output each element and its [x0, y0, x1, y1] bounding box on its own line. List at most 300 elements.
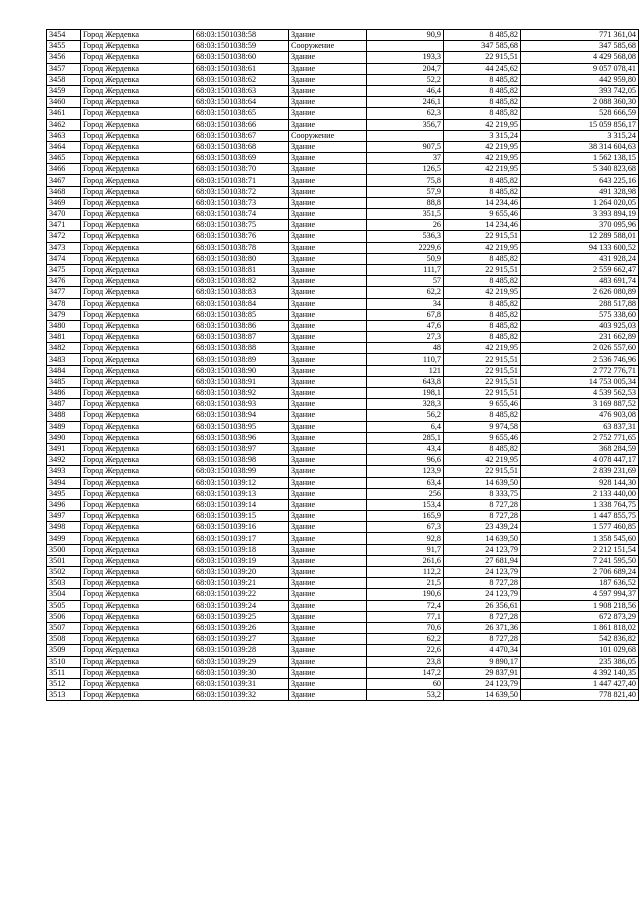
locality-cell: Город Жердевка — [81, 30, 194, 41]
row-number-cell: 3473 — [47, 242, 81, 253]
row-number-cell: 3490 — [47, 432, 81, 443]
object-type-cell: Здание — [289, 432, 367, 443]
locality-cell: Город Жердевка — [81, 634, 194, 645]
unit-value-cell: 8 727,28 — [444, 511, 521, 522]
area-cell: 198,1 — [367, 388, 444, 399]
locality-cell: Город Жердевка — [81, 488, 194, 499]
row-number-cell: 3507 — [47, 622, 81, 633]
cadastral-value-cell: 483 691,74 — [521, 276, 639, 287]
cadastral-number-cell: 68:03:1501038:90 — [194, 365, 289, 376]
row-number-cell: 3478 — [47, 298, 81, 309]
object-type-cell: Сооружение — [289, 41, 367, 52]
cadastral-value-cell: 288 517,88 — [521, 298, 639, 309]
row-number-cell: 3463 — [47, 130, 81, 141]
row-number-cell: 3495 — [47, 488, 81, 499]
row-number-cell: 3499 — [47, 533, 81, 544]
locality-cell: Город Жердевка — [81, 74, 194, 85]
table-row — [47, 30, 639, 41]
unit-value-cell: 8 485,82 — [444, 85, 521, 96]
area-cell: 351,5 — [367, 209, 444, 220]
cadastral-number-cell: 68:03:1501038:58 — [194, 30, 289, 41]
cadastral-number-cell: 68:03:1501039:22 — [194, 589, 289, 600]
unit-value-cell: 42 219,95 — [444, 287, 521, 298]
area-cell: 246,1 — [367, 97, 444, 108]
table-row — [47, 567, 639, 578]
unit-value-cell: 26 371,36 — [444, 622, 521, 633]
cadastral-value-cell: 347 585,68 — [521, 41, 639, 52]
row-number-cell: 3497 — [47, 511, 81, 522]
unit-value-cell: 24 123,79 — [444, 544, 521, 555]
cadastral-value-cell: 491 328,98 — [521, 186, 639, 197]
cadastral-value-cell: 3 393 894,19 — [521, 209, 639, 220]
unit-value-cell: 8 333,75 — [444, 488, 521, 499]
area-cell: 165,9 — [367, 511, 444, 522]
cadastral-number-cell: 68:03:1501038:96 — [194, 432, 289, 443]
area-cell: 62,3 — [367, 108, 444, 119]
row-number-cell: 3454 — [47, 30, 81, 41]
cadastral-value-cell: 403 925,03 — [521, 320, 639, 331]
object-type-cell: Здание — [289, 443, 367, 454]
object-type-cell: Здание — [289, 567, 367, 578]
cadastral-value-cell: 3 169 887,52 — [521, 399, 639, 410]
cadastral-value-cell: 2 212 151,54 — [521, 544, 639, 555]
cadastral-number-cell: 68:03:1501039:13 — [194, 488, 289, 499]
locality-cell: Город Жердевка — [81, 365, 194, 376]
row-number-cell: 3485 — [47, 376, 81, 387]
area-cell: 6,4 — [367, 421, 444, 432]
cadastral-number-cell: 68:03:1501038:81 — [194, 264, 289, 275]
cadastral-value-cell: 1 338 764,75 — [521, 499, 639, 510]
row-number-cell: 3502 — [47, 567, 81, 578]
area-cell — [367, 41, 444, 52]
area-cell: 60 — [367, 678, 444, 689]
row-number-cell: 3493 — [47, 466, 81, 477]
area-cell: 26 — [367, 220, 444, 231]
unit-value-cell: 22 915,51 — [444, 264, 521, 275]
unit-value-cell: 8 485,82 — [444, 443, 521, 454]
locality-cell: Город Жердевка — [81, 690, 194, 701]
cadastral-number-cell: 68:03:1501038:83 — [194, 287, 289, 298]
cadastral-number-cell: 68:03:1501039:17 — [194, 533, 289, 544]
locality-cell: Город Жердевка — [81, 376, 194, 387]
object-type-cell: Здание — [289, 276, 367, 287]
area-cell: 22,6 — [367, 645, 444, 656]
object-type-cell: Здание — [289, 141, 367, 152]
locality-cell: Город Жердевка — [81, 421, 194, 432]
row-number-cell: 3503 — [47, 578, 81, 589]
area-cell: 43,4 — [367, 443, 444, 454]
row-number-cell: 3496 — [47, 499, 81, 510]
unit-value-cell: 8 485,82 — [444, 253, 521, 264]
cadastral-number-cell: 68:03:1501039:28 — [194, 645, 289, 656]
table-row — [47, 499, 639, 510]
table-row — [47, 589, 639, 600]
cadastral-value-cell: 476 903,08 — [521, 410, 639, 421]
unit-value-cell: 9 655,46 — [444, 399, 521, 410]
cadastral-value-cell: 38 314 604,63 — [521, 141, 639, 152]
table-row — [47, 511, 639, 522]
row-number-cell: 3479 — [47, 309, 81, 320]
area-cell: 96,6 — [367, 455, 444, 466]
table-row — [47, 153, 639, 164]
locality-cell: Город Жердевка — [81, 466, 194, 477]
cadastral-number-cell: 68:03:1501039:26 — [194, 622, 289, 633]
locality-cell: Город Жердевка — [81, 298, 194, 309]
object-type-cell: Здание — [289, 388, 367, 399]
locality-cell: Город Жердевка — [81, 410, 194, 421]
locality-cell: Город Жердевка — [81, 455, 194, 466]
table-row — [47, 622, 639, 633]
table-row — [47, 455, 639, 466]
cadastral-number-cell: 68:03:1501038:69 — [194, 153, 289, 164]
cadastral-number-cell: 68:03:1501038:84 — [194, 298, 289, 309]
object-type-cell: Здание — [289, 645, 367, 656]
unit-value-cell: 42 219,95 — [444, 153, 521, 164]
object-type-cell: Здание — [289, 30, 367, 41]
unit-value-cell: 42 219,95 — [444, 119, 521, 130]
object-type-cell: Здание — [289, 354, 367, 365]
unit-value-cell: 42 219,95 — [444, 141, 521, 152]
table-row — [47, 287, 639, 298]
cadastral-value-cell: 575 338,60 — [521, 309, 639, 320]
locality-cell: Город Жердевка — [81, 555, 194, 566]
table-row — [47, 399, 639, 410]
locality-cell: Город Жердевка — [81, 611, 194, 622]
area-cell: 147,2 — [367, 667, 444, 678]
area-cell: 110,7 — [367, 354, 444, 365]
locality-cell: Город Жердевка — [81, 287, 194, 298]
cadastral-number-cell: 68:03:1501038:67 — [194, 130, 289, 141]
table-row — [47, 388, 639, 399]
area-cell: 67,3 — [367, 522, 444, 533]
table-row — [47, 264, 639, 275]
object-type-cell: Здание — [289, 477, 367, 488]
row-number-cell: 3487 — [47, 399, 81, 410]
object-type-cell: Здание — [289, 220, 367, 231]
cadastral-value-cell: 2 706 689,24 — [521, 567, 639, 578]
locality-cell: Город Жердевка — [81, 97, 194, 108]
row-number-cell: 3467 — [47, 175, 81, 186]
area-cell: 53,2 — [367, 690, 444, 701]
locality-cell: Город Жердевка — [81, 52, 194, 63]
cadastral-number-cell: 68:03:1501039:29 — [194, 656, 289, 667]
object-type-cell: Здание — [289, 466, 367, 477]
area-cell: 256 — [367, 488, 444, 499]
unit-value-cell: 22 915,51 — [444, 52, 521, 63]
row-number-cell: 3481 — [47, 332, 81, 343]
object-type-cell: Здание — [289, 52, 367, 63]
cadastral-number-cell: 68:03:1501038:97 — [194, 443, 289, 454]
row-number-cell: 3511 — [47, 667, 81, 678]
cadastral-value-cell: 528 666,59 — [521, 108, 639, 119]
unit-value-cell: 9 974,58 — [444, 421, 521, 432]
cadastral-value-cell: 4 539 562,53 — [521, 388, 639, 399]
table-row — [47, 74, 639, 85]
cadastral-value-cell: 7 241 595,50 — [521, 555, 639, 566]
object-type-cell: Здание — [289, 253, 367, 264]
row-number-cell: 3498 — [47, 522, 81, 533]
object-type-cell: Здание — [289, 522, 367, 533]
unit-value-cell: 9 655,46 — [444, 209, 521, 220]
object-type-cell: Здание — [289, 511, 367, 522]
object-type-cell: Здание — [289, 690, 367, 701]
unit-value-cell: 42 219,95 — [444, 455, 521, 466]
unit-value-cell: 26 356,61 — [444, 600, 521, 611]
row-number-cell: 3504 — [47, 589, 81, 600]
cadastral-value-cell: 771 361,04 — [521, 30, 639, 41]
row-number-cell: 3484 — [47, 365, 81, 376]
unit-value-cell: 27 681,94 — [444, 555, 521, 566]
cadastral-number-cell: 68:03:1501038:60 — [194, 52, 289, 63]
table-row — [47, 690, 639, 701]
row-number-cell: 3469 — [47, 197, 81, 208]
table-row — [47, 533, 639, 544]
cadastral-number-cell: 68:03:1501038:94 — [194, 410, 289, 421]
unit-value-cell: 22 915,51 — [444, 365, 521, 376]
locality-cell: Город Жердевка — [81, 253, 194, 264]
cadastral-value-cell: 2 559 662,47 — [521, 264, 639, 275]
locality-cell: Город Жердевка — [81, 309, 194, 320]
locality-cell: Город Жердевка — [81, 354, 194, 365]
row-number-cell: 3494 — [47, 477, 81, 488]
object-type-cell: Сооружение — [289, 130, 367, 141]
table-row — [47, 466, 639, 477]
area-cell: 62,2 — [367, 634, 444, 645]
locality-cell: Город Жердевка — [81, 533, 194, 544]
object-type-cell: Здание — [289, 153, 367, 164]
unit-value-cell: 8 485,82 — [444, 97, 521, 108]
cadastral-value-cell: 9 057 078,41 — [521, 63, 639, 74]
cadastral-value-cell: 101 029,68 — [521, 645, 639, 656]
locality-cell: Город Жердевка — [81, 656, 194, 667]
table-row — [47, 656, 639, 667]
object-type-cell: Здание — [289, 242, 367, 253]
row-number-cell: 3513 — [47, 690, 81, 701]
object-type-cell: Здание — [289, 320, 367, 331]
unit-value-cell: 8 727,28 — [444, 634, 521, 645]
area-cell: 50,9 — [367, 253, 444, 264]
locality-cell: Город Жердевка — [81, 63, 194, 74]
cadastral-number-cell: 68:03:1501038:92 — [194, 388, 289, 399]
unit-value-cell: 42 219,95 — [444, 242, 521, 253]
locality-cell: Город Жердевка — [81, 332, 194, 343]
unit-value-cell: 8 485,82 — [444, 332, 521, 343]
cadastral-value-cell: 393 742,05 — [521, 85, 639, 96]
area-cell: 193,3 — [367, 52, 444, 63]
row-number-cell: 3472 — [47, 231, 81, 242]
area-cell: 356,7 — [367, 119, 444, 130]
row-number-cell: 3466 — [47, 164, 81, 175]
unit-value-cell: 3 315,24 — [444, 130, 521, 141]
cadastral-value-cell: 4 078 447,17 — [521, 455, 639, 466]
cadastral-value-cell: 2 839 231,69 — [521, 466, 639, 477]
unit-value-cell: 8 485,82 — [444, 298, 521, 309]
cadastral-number-cell: 68:03:1501039:30 — [194, 667, 289, 678]
cadastral-value-cell: 2 536 746,96 — [521, 354, 639, 365]
locality-cell: Город Жердевка — [81, 511, 194, 522]
table-row — [47, 298, 639, 309]
cadastral-number-cell: 68:03:1501039:14 — [194, 499, 289, 510]
area-cell: 126,5 — [367, 164, 444, 175]
locality-cell: Город Жердевка — [81, 600, 194, 611]
cadastral-number-cell: 68:03:1501039:20 — [194, 567, 289, 578]
locality-cell: Город Жердевка — [81, 432, 194, 443]
row-number-cell: 3488 — [47, 410, 81, 421]
unit-value-cell: 22 915,51 — [444, 354, 521, 365]
unit-value-cell: 8 485,82 — [444, 309, 521, 320]
area-cell: 190,6 — [367, 589, 444, 600]
cadastral-number-cell: 68:03:1501039:18 — [194, 544, 289, 555]
area-cell: 34 — [367, 298, 444, 309]
locality-cell: Город Жердевка — [81, 667, 194, 678]
row-number-cell: 3509 — [47, 645, 81, 656]
locality-cell: Город Жердевка — [81, 622, 194, 633]
locality-cell: Город Жердевка — [81, 578, 194, 589]
cadastral-value-table — [46, 29, 639, 701]
unit-value-cell: 24 123,79 — [444, 589, 521, 600]
cadastral-number-cell: 68:03:1501038:70 — [194, 164, 289, 175]
cadastral-value-cell: 4 429 568,08 — [521, 52, 639, 63]
area-cell: 90,9 — [367, 30, 444, 41]
cadastral-number-cell: 68:03:1501038:88 — [194, 343, 289, 354]
area-cell: 75,8 — [367, 175, 444, 186]
unit-value-cell: 8 485,82 — [444, 276, 521, 287]
cadastral-value-cell: 1 358 545,60 — [521, 533, 639, 544]
row-number-cell: 3456 — [47, 52, 81, 63]
row-number-cell: 3506 — [47, 611, 81, 622]
object-type-cell: Здание — [289, 455, 367, 466]
area-cell: 121 — [367, 365, 444, 376]
row-number-cell: 3492 — [47, 455, 81, 466]
cadastral-number-cell: 68:03:1501038:99 — [194, 466, 289, 477]
area-cell: 112,2 — [367, 567, 444, 578]
locality-cell: Город Жердевка — [81, 186, 194, 197]
cadastral-number-cell: 68:03:1501038:63 — [194, 85, 289, 96]
area-cell: 56,2 — [367, 410, 444, 421]
area-cell: 328,3 — [367, 399, 444, 410]
area-cell: 63,4 — [367, 477, 444, 488]
row-number-cell: 3465 — [47, 153, 81, 164]
row-number-cell: 3508 — [47, 634, 81, 645]
table-row — [47, 477, 639, 488]
cadastral-number-cell: 68:03:1501039:16 — [194, 522, 289, 533]
row-number-cell: 3461 — [47, 108, 81, 119]
locality-cell: Город Жердевка — [81, 544, 194, 555]
cadastral-number-cell: 68:03:1501038:98 — [194, 455, 289, 466]
row-number-cell: 3455 — [47, 41, 81, 52]
unit-value-cell: 8 727,28 — [444, 611, 521, 622]
area-cell: 2229,6 — [367, 242, 444, 253]
unit-value-cell: 14 234,46 — [444, 220, 521, 231]
unit-value-cell: 4 470,34 — [444, 645, 521, 656]
area-cell: 46,4 — [367, 85, 444, 96]
unit-value-cell: 8 485,82 — [444, 410, 521, 421]
area-cell: 62,2 — [367, 287, 444, 298]
cadastral-number-cell: 68:03:1501039:21 — [194, 578, 289, 589]
object-type-cell: Здание — [289, 421, 367, 432]
unit-value-cell: 22 915,51 — [444, 388, 521, 399]
object-type-cell: Здание — [289, 600, 367, 611]
unit-value-cell: 9 655,46 — [444, 432, 521, 443]
cadastral-number-cell: 68:03:1501038:65 — [194, 108, 289, 119]
object-type-cell: Здание — [289, 309, 367, 320]
unit-value-cell: 8 485,82 — [444, 74, 521, 85]
row-number-cell: 3475 — [47, 264, 81, 275]
table-row — [47, 365, 639, 376]
table-row — [47, 276, 639, 287]
cadastral-value-cell: 3 315,24 — [521, 130, 639, 141]
area-cell: 21,5 — [367, 578, 444, 589]
area-cell: 67,8 — [367, 309, 444, 320]
table-row — [47, 678, 639, 689]
table-row — [47, 667, 639, 678]
cadastral-value-cell: 542 836,82 — [521, 634, 639, 645]
cadastral-value-cell: 1 577 460,85 — [521, 522, 639, 533]
cadastral-number-cell: 68:03:1501038:86 — [194, 320, 289, 331]
cadastral-value-cell: 231 662,89 — [521, 332, 639, 343]
table-row — [47, 320, 639, 331]
cadastral-number-cell: 68:03:1501038:68 — [194, 141, 289, 152]
cadastral-value-cell: 1 908 218,56 — [521, 600, 639, 611]
unit-value-cell: 24 123,79 — [444, 678, 521, 689]
locality-cell: Город Жердевка — [81, 119, 194, 130]
cadastral-number-cell: 68:03:1501038:61 — [194, 63, 289, 74]
table-row — [47, 175, 639, 186]
unit-value-cell: 44 245,62 — [444, 63, 521, 74]
row-number-cell: 3476 — [47, 276, 81, 287]
object-type-cell: Здание — [289, 544, 367, 555]
area-cell: 23,8 — [367, 656, 444, 667]
object-type-cell: Здание — [289, 175, 367, 186]
cadastral-number-cell: 68:03:1501038:72 — [194, 186, 289, 197]
object-type-cell: Здание — [289, 332, 367, 343]
table-row — [47, 52, 639, 63]
cadastral-value-cell: 928 144,30 — [521, 477, 639, 488]
table-row — [47, 354, 639, 365]
cadastral-number-cell: 68:03:1501038:73 — [194, 197, 289, 208]
table-row — [47, 242, 639, 253]
locality-cell: Город Жердевка — [81, 231, 194, 242]
locality-cell: Город Жердевка — [81, 343, 194, 354]
cadastral-number-cell: 68:03:1501038:89 — [194, 354, 289, 365]
cadastral-number-cell: 68:03:1501038:80 — [194, 253, 289, 264]
area-cell: 92,8 — [367, 533, 444, 544]
object-type-cell: Здание — [289, 488, 367, 499]
unit-value-cell: 42 219,95 — [444, 164, 521, 175]
area-cell: 261,6 — [367, 555, 444, 566]
object-type-cell: Здание — [289, 399, 367, 410]
table-row — [47, 231, 639, 242]
table-row — [47, 578, 639, 589]
cadastral-number-cell: 68:03:1501038:91 — [194, 376, 289, 387]
unit-value-cell: 14 639,50 — [444, 533, 521, 544]
area-cell: 48 — [367, 343, 444, 354]
cadastral-value-cell: 235 386,05 — [521, 656, 639, 667]
area-cell: 153,4 — [367, 499, 444, 510]
area-cell: 111,7 — [367, 264, 444, 275]
locality-cell: Город Жердевка — [81, 499, 194, 510]
unit-value-cell: 8 485,82 — [444, 320, 521, 331]
area-cell: 536,3 — [367, 231, 444, 242]
cadastral-value-cell: 2 626 080,89 — [521, 287, 639, 298]
object-type-cell: Здание — [289, 85, 367, 96]
cadastral-number-cell: 68:03:1501039:12 — [194, 477, 289, 488]
locality-cell: Город Жердевка — [81, 388, 194, 399]
cadastral-value-cell: 643 225,16 — [521, 175, 639, 186]
cadastral-value-cell: 15 059 856,17 — [521, 119, 639, 130]
table-row — [47, 41, 639, 52]
object-type-cell: Здание — [289, 589, 367, 600]
